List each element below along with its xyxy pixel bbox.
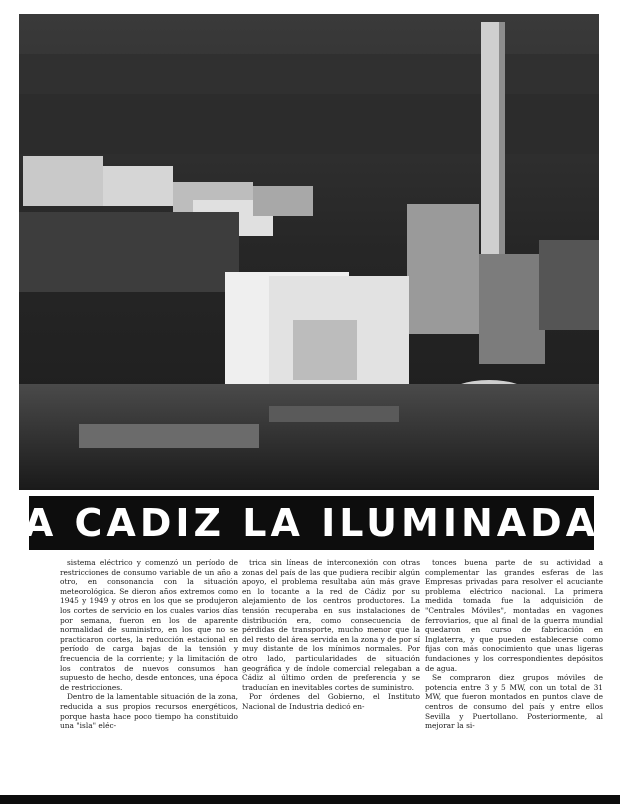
column-paragraph: tonces buena parte de su actividad a complementar las grandes esferas de las Empresas privadas para resolver el acuciante problema eléctrico nacional. La primera medida tomada fue la adquisición de "Centrales Móviles", montadas en vagones ferroviarios, que al final de la guerra mundial quedaron en curso de fabricación en Inglaterra, y que pueden establecerse como fijas con más conocimiento que unas ligeras fundaciones y los correspondientes depósitos de agua. xyxy=(425,558,603,673)
article-column-3 xyxy=(425,558,603,754)
column-paragraph: trica sin líneas de interconexión con otras zonas del país de las que pudiera recibir algún apoyo, el problema resultaba aún más grave en lo tocante a la red de Cádiz por su alejamiento de los centros productores. La tensión recuperaba en sus instalaciones de distribución era, como consecuencia de pérdidas de transporte, mucho menor que la del resto del área servida en la zona y de por sí muy distante de los mínimos normales. Por otro lado, particularidades de situación geográfica y de índole comercial relegaban a Cádiz al último orden de preferencia y se traducían en inevitables cortes de suministro. xyxy=(242,558,420,692)
article-title: A CADIZ LA ILUMINADA xyxy=(23,501,600,545)
column-paragraph: sistema eléctrico y comenzó un período de restricciones de consumo variable de un año a otro, en consonancia con la situación meteorológica. Se dieron años extremos como 1945 y 1949 y otros en los que se produjeron los cortes de servicio en los cuales varios días por semana, fueron en los de aparente normalidad de suministro, en los que no se practicaron cortes, la reducción estacional en período de carga bajas de la tensión y frecuencia de la corriente; y la limitación de los contratos de nuevos consumos han supuesto de hecho, desde entonces, una época de restricciones. xyxy=(60,558,238,692)
column-paragraph: Por órdenes del Gobierno, el Instituto Nacional de Industria dedicó en- xyxy=(242,692,420,711)
photo-illustration xyxy=(19,14,599,490)
bottom-rule xyxy=(0,795,620,804)
article-column-1 xyxy=(60,558,238,754)
article-column-2 xyxy=(242,558,420,754)
column-paragraph: Se compraron diez grupos móviles de potencia entre 3 y 5 MW, con un total de 31 MW, que fueron montados en puntos clave de centros de consumo del país y entre ellos Sevilla y Puertollano. Posteriormente, al mejorar la si- xyxy=(425,673,603,731)
column-paragraph: Dentro de la lamentable situación de la zona, reducida a sus propios recursos energéticos, porque hasta hace poco tiempo ha constituido una "isla" eléc- xyxy=(60,692,238,731)
title-banner xyxy=(23,496,600,550)
power-station-photo xyxy=(19,14,599,490)
